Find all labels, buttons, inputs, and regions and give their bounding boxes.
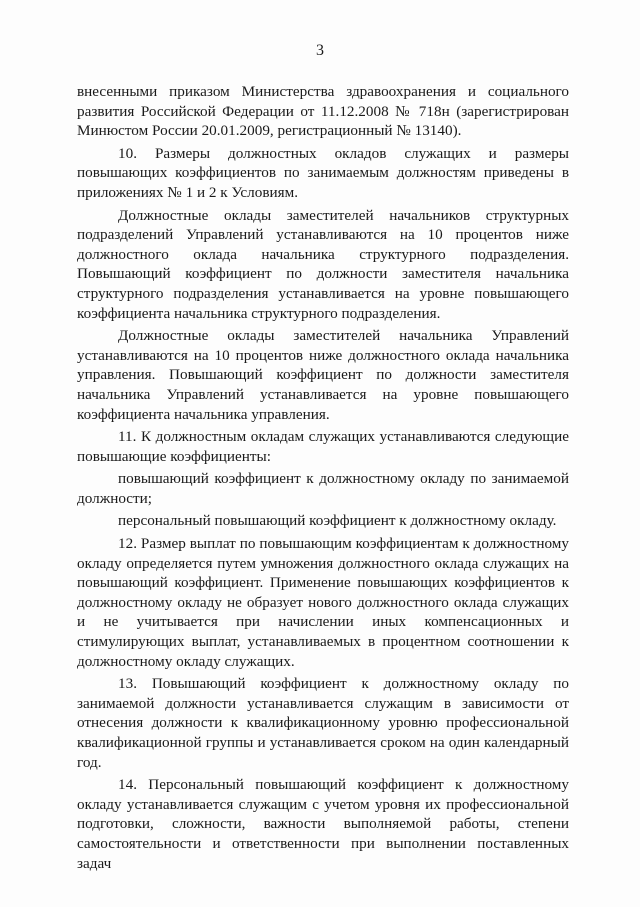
paragraph-continuation: внесенными приказом Министерства здравоохранения и социального развития Российской Федерации от 11.12.2008 № 718н (зарегистрирован Минюстом России 20.01.2009, регистрационный № 13140). <box>77 83 569 140</box>
paragraph-14: 14. Персональный повышающий коэффициент к должностному окладу устанавливается служащим с учетом уровня их профессиональной подготовки, сложности, важности выполняемой работы, степени самостоятельности и ответственности при выполнении поставленных задач <box>77 776 569 872</box>
paragraph-deputy-heads-of-departments: Должностные оклады заместителей начальника Управлений устанавливаются на 10 процентов ниже должностного оклада начальника управления. Повышающий коэффициент по должности заместителя начальника Управлений устанавливается на уровне повышающего коэффициента начальника управления. <box>77 327 569 423</box>
document-body <box>77 82 569 876</box>
paragraph-11-item-2: персональный повышающий коэффициент к должностному окладу. <box>118 512 557 530</box>
paragraph-11-item-1: повышающий коэффициент к должностному окладу по занимаемой должности; <box>77 470 569 507</box>
paragraph-12: 12. Размер выплат по повышающим коэффициентам к должностному окладу определяется путем умножения должностного оклада служащих на повышающий коэффициент. Применение повышающих коэффициентов к должностному окладу не образует нового должностного оклада служащих и не учитывается при начислении иных компенсационных и стимулирующих выплат, устанавливаемых в процентном соотношении к должностному окладу служащих. <box>77 535 569 670</box>
paragraph-13: 13. Повышающий коэффициент к должностному окладу по занимаемой должности устанавливается служащим в зависимости от отнесения должности к квалификационному уровню профессиональной квалификационной группы и устанавливается сроком на один календарный год. <box>77 675 569 771</box>
paragraph-10: 10. Размеры должностных окладов служащих и размеры повышающих коэффициентов по занимаемым должностям приведены в приложениях № 1 и 2 к Условиям. <box>77 144 569 201</box>
paragraph-deputy-heads-of-units: Должностные оклады заместителей начальников структурных подразделений Управлений устанавливаются на 10 процентов ниже должностного оклада начальника структурного подразделения. Повышающий коэффициент по должности заместителя начальника структурного подразделения устанавливается на уровне повышающего коэффициента начальника структурного подразделения. <box>77 206 569 322</box>
paragraph-11: 11. К должностным окладам служащих устанавливаются следующие повышающие коэффициенты: <box>77 428 569 465</box>
page-number: 3 <box>316 42 324 59</box>
